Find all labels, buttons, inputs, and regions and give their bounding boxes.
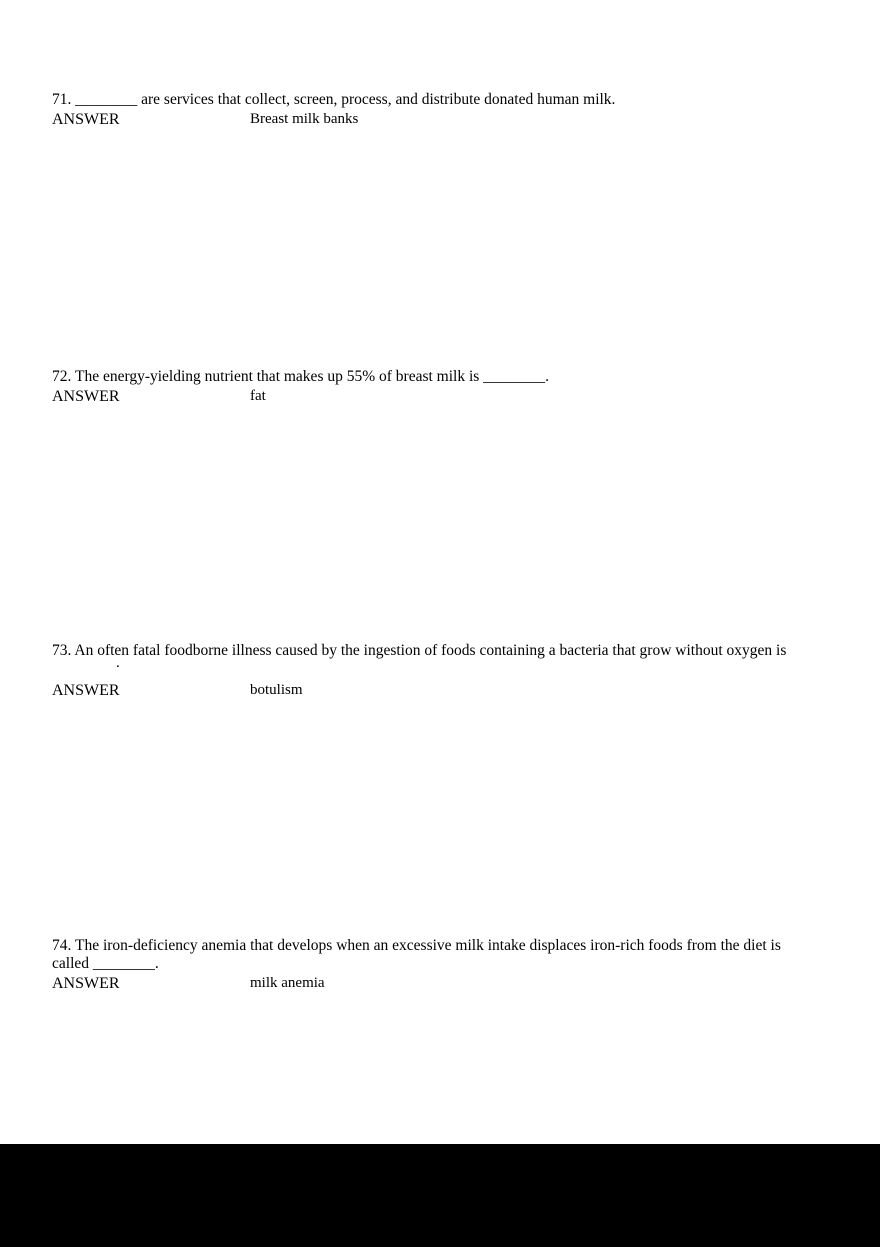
question-text: 74. The iron-deficiency anemia that develops when an excessive milk intake displaces iron-rich foods from the diet is called ________. bbox=[52, 937, 781, 972]
question-71 bbox=[52, 91, 832, 131]
answer-value: fat bbox=[250, 388, 266, 404]
answer-value: milk anemia bbox=[250, 975, 325, 991]
answer-label: ANSWER bbox=[52, 111, 120, 128]
answer-row bbox=[52, 682, 842, 702]
question-text: 73. An often fatal foodborne illness caused by the ingestion of foods containing a bacteria that grow without oxygen is bbox=[52, 642, 787, 659]
question-text: 72. The energy-yielding nutrient that makes up 55% of breast milk is ________. bbox=[52, 368, 550, 385]
trailing-period: . bbox=[116, 655, 120, 671]
answer-label: ANSWER bbox=[52, 975, 120, 992]
question-text: 71. ________ are services that collect, screen, process, and distribute donated human milk. bbox=[52, 91, 616, 108]
question-74 bbox=[52, 937, 812, 995]
answer-row bbox=[52, 388, 832, 408]
answer-label: ANSWER bbox=[52, 388, 120, 405]
answer-value: Breast milk banks bbox=[250, 111, 359, 127]
answer-row bbox=[52, 111, 832, 131]
question-text-line2 bbox=[52, 655, 842, 680]
answer-row bbox=[52, 975, 812, 995]
question-73 bbox=[52, 642, 842, 702]
question-72 bbox=[52, 368, 832, 408]
answer-label: ANSWER bbox=[52, 682, 120, 699]
answer-value: botulism bbox=[250, 682, 303, 698]
bottom-black-band bbox=[0, 1144, 880, 1247]
